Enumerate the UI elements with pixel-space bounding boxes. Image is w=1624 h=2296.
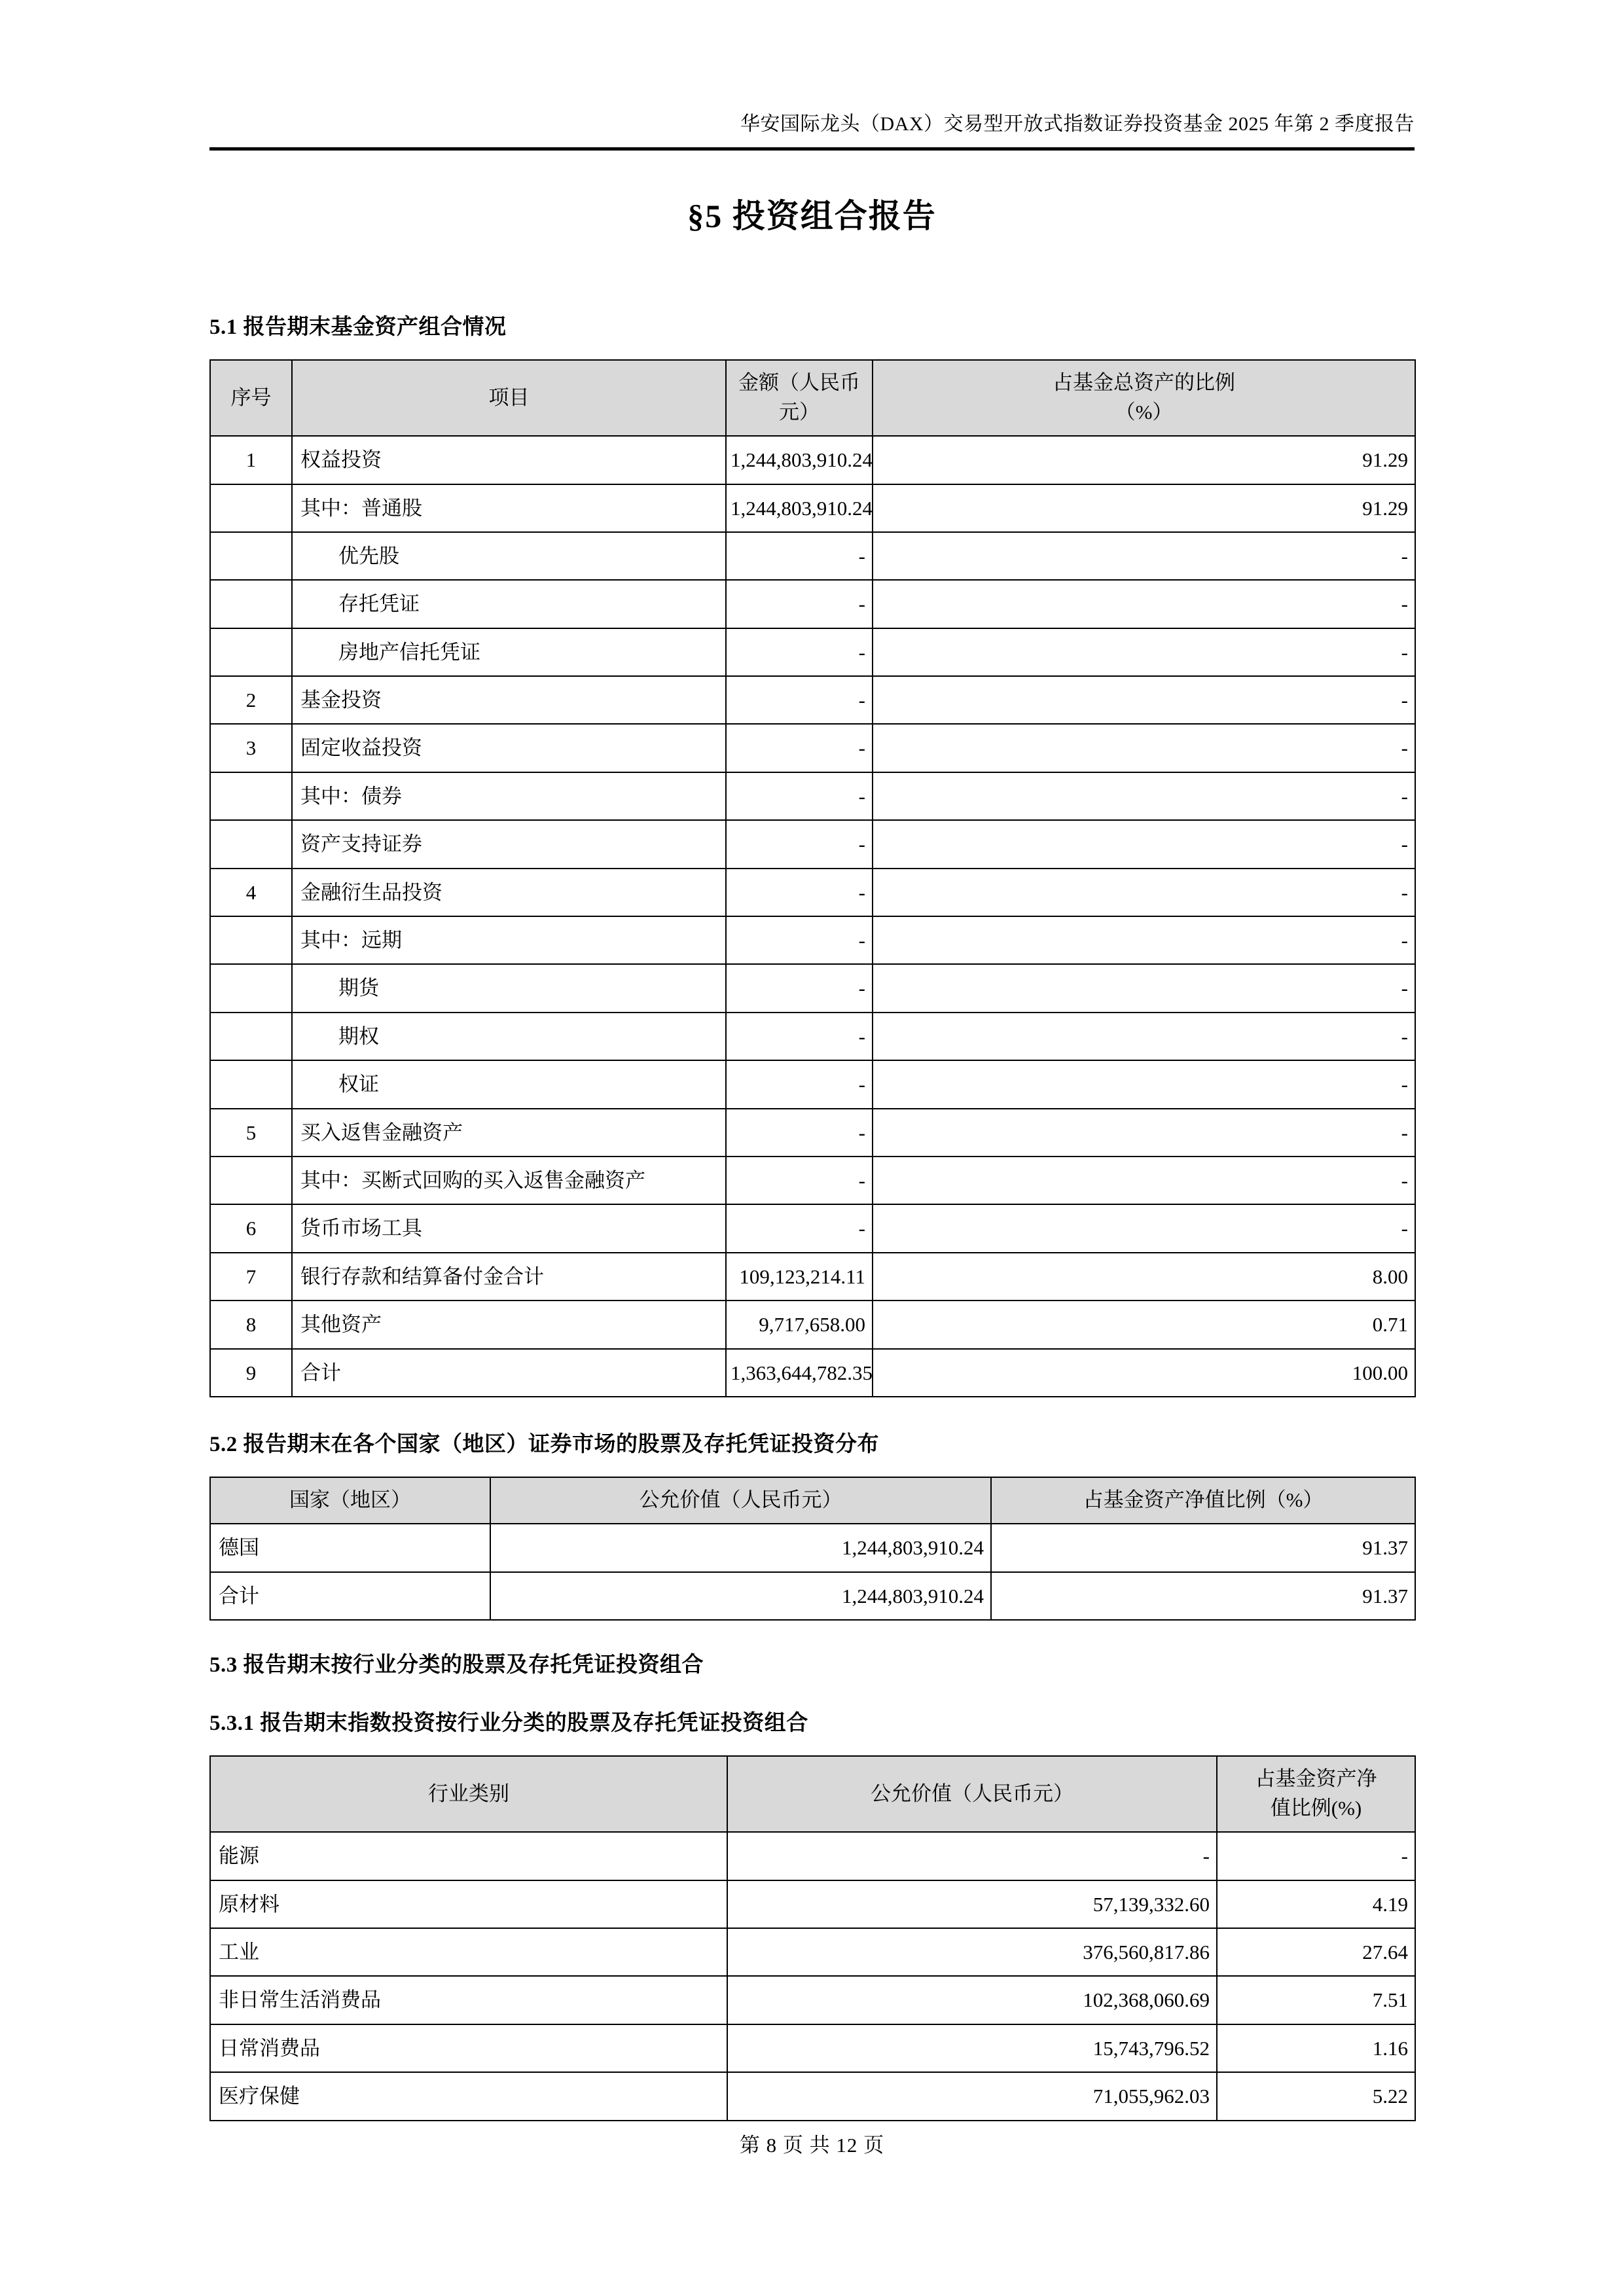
- cell-ratio: -: [873, 1204, 1415, 1252]
- table-row: [210, 484, 1415, 532]
- cell-ratio: 1.16: [1217, 2024, 1415, 2072]
- cell-ratio: 27.64: [1217, 1928, 1415, 1976]
- cell-amount: -: [726, 869, 873, 916]
- cell-ratio: 0.71: [873, 1300, 1415, 1348]
- cell-no: [210, 1157, 292, 1204]
- table-row: [210, 1832, 1415, 1880]
- page-footer: 第 8 页 共 12 页: [739, 2134, 885, 2157]
- cell-no: [210, 1060, 292, 1108]
- cell-item: 买入返售金融资产: [292, 1109, 726, 1157]
- table-row: [210, 1157, 1415, 1204]
- col-header-industry: 行业类别: [210, 1756, 727, 1832]
- cell-no: 8: [210, 1300, 292, 1348]
- cell-amount: -: [726, 1013, 873, 1060]
- table-row: [210, 869, 1415, 916]
- cell-ratio: 100.00: [873, 1349, 1415, 1397]
- cell-ratio: -: [873, 532, 1415, 580]
- cell-amount: -: [726, 1204, 873, 1252]
- cell-amount: -: [726, 724, 873, 772]
- cell-item: 房地产信托凭证: [292, 628, 726, 676]
- cell-amount: 109,123,214.11: [726, 1253, 873, 1300]
- cell-amount: -: [726, 532, 873, 580]
- table-row: [210, 1976, 1415, 2024]
- table-row: [210, 2072, 1415, 2120]
- cell-ratio: 7.51: [1217, 1976, 1415, 2024]
- table-row: [210, 1524, 1415, 1571]
- cell-country: 德国: [210, 1524, 490, 1571]
- cell-no: [210, 580, 292, 628]
- table-row: [210, 1880, 1415, 1928]
- col-header-no: 序号: [210, 360, 292, 436]
- cell-no: 7: [210, 1253, 292, 1300]
- cell-ratio: -: [873, 916, 1415, 964]
- cell-no: 2: [210, 676, 292, 724]
- cell-item: 基金投资: [292, 676, 726, 724]
- cell-amount: 1,363,644,782.35: [726, 1349, 873, 1397]
- cell-fair-value: 57,139,332.60: [727, 1880, 1217, 1928]
- table-row: [210, 1109, 1415, 1157]
- cell-ratio: 4.19: [1217, 1880, 1415, 1928]
- cell-no: [210, 964, 292, 1012]
- col-header-ratio-line2: （%）: [1115, 401, 1173, 424]
- cell-item: 其他资产: [292, 1300, 726, 1348]
- col-header-amount: 金额（人民币元）: [726, 360, 873, 436]
- table-row: [210, 1253, 1415, 1300]
- cell-ratio: 91.29: [873, 484, 1415, 532]
- cell-no: 3: [210, 724, 292, 772]
- table-row: [210, 1349, 1415, 1397]
- cell-amount: -: [726, 676, 873, 724]
- table-row: [210, 1204, 1415, 1252]
- cell-amount: -: [726, 1060, 873, 1108]
- table-row: [210, 532, 1415, 580]
- cell-amount: -: [726, 628, 873, 676]
- cell-industry: 工业: [210, 1928, 727, 1976]
- cell-no: 1: [210, 436, 292, 484]
- cell-no: [210, 628, 292, 676]
- table-header-row: [210, 1477, 1415, 1524]
- cell-item: 其中：买断式回购的买入返售金融资产: [292, 1157, 726, 1204]
- cell-ratio: 8.00: [873, 1253, 1415, 1300]
- section-heading-5-1: 5.1 报告期末基金资产组合情况: [209, 315, 507, 339]
- cell-ratio: -: [873, 580, 1415, 628]
- cell-ratio: -: [873, 820, 1415, 868]
- table-row: [210, 1928, 1415, 1976]
- table-country-distribution: [209, 1477, 1416, 1621]
- cell-no: 9: [210, 1349, 292, 1397]
- cell-industry: 医疗保健: [210, 2072, 727, 2120]
- cell-industry: 原材料: [210, 1880, 727, 1928]
- cell-industry: 非日常生活消费品: [210, 1976, 727, 2024]
- cell-ratio: -: [873, 1109, 1415, 1157]
- col-header-ratio: [873, 360, 1415, 436]
- cell-item: 存托凭证: [292, 580, 726, 628]
- table-row: [210, 676, 1415, 724]
- col-header-ratio-line1: 占基金总资产的比例: [1053, 371, 1235, 395]
- cell-ratio: -: [873, 628, 1415, 676]
- cell-amount: -: [726, 820, 873, 868]
- table-fund-asset-portfolio: [209, 359, 1416, 1397]
- cell-fair-value: 376,560,817.86: [727, 1928, 1217, 1976]
- cell-item: 优先股: [292, 532, 726, 580]
- cell-ratio: -: [1217, 1832, 1415, 1880]
- cell-item: 期货: [292, 964, 726, 1012]
- running-header: 华安国际龙头（DAX）交易型开放式指数证券投资基金 2025 年第 2 季度报告: [740, 113, 1415, 135]
- table-row: [210, 628, 1415, 676]
- col-header-ratio: [1217, 1756, 1415, 1832]
- col-header-ratio-line1: 占基金资产净: [1255, 1767, 1377, 1791]
- col-header-ratio: 占基金资产净值比例（%）: [991, 1477, 1415, 1524]
- table-header-row: [210, 360, 1415, 436]
- cell-no: [210, 532, 292, 580]
- cell-item: 资产支持证券: [292, 820, 726, 868]
- cell-ratio: 91.37: [991, 1572, 1415, 1620]
- cell-item: 其中：债券: [292, 772, 726, 820]
- cell-fair-value: -: [727, 1832, 1217, 1880]
- cell-ratio: -: [873, 964, 1415, 1012]
- col-header-fair-value: 公允价值（人民币元）: [490, 1477, 991, 1524]
- header-divider: [209, 147, 1415, 151]
- cell-amount: 1,244,803,910.24: [726, 436, 873, 484]
- section-heading-5-3: 5.3 报告期末按行业分类的股票及存托凭证投资组合: [209, 1653, 704, 1677]
- col-header-fair-value: 公允价值（人民币元）: [727, 1756, 1217, 1832]
- cell-fair-value: 71,055,962.03: [727, 2072, 1217, 2120]
- cell-ratio: -: [873, 1013, 1415, 1060]
- cell-item: 其中：普通股: [292, 484, 726, 532]
- col-header-item: 项目: [292, 360, 726, 436]
- cell-no: [210, 772, 292, 820]
- cell-ratio: -: [873, 724, 1415, 772]
- cell-item: 权益投资: [292, 436, 726, 484]
- cell-item: 权证: [292, 1060, 726, 1108]
- cell-item: 银行存款和结算备付金合计: [292, 1253, 726, 1300]
- cell-amount: -: [726, 1157, 873, 1204]
- table-row: [210, 724, 1415, 772]
- cell-amount: -: [726, 580, 873, 628]
- table-row: [210, 1013, 1415, 1060]
- cell-amount: 9,717,658.00: [726, 1300, 873, 1348]
- table-row: [210, 580, 1415, 628]
- cell-ratio: -: [873, 1157, 1415, 1204]
- cell-amount: -: [726, 964, 873, 1012]
- page-title: §5 投资组合报告: [687, 198, 937, 234]
- table-row: [210, 1300, 1415, 1348]
- document-content: [209, 314, 1415, 2121]
- cell-no: 6: [210, 1204, 292, 1252]
- table-row: [210, 772, 1415, 820]
- cell-ratio: 91.29: [873, 436, 1415, 484]
- cell-ratio: -: [873, 676, 1415, 724]
- cell-fair-value: 1,244,803,910.24: [490, 1524, 991, 1571]
- cell-amount: 1,244,803,910.24: [726, 484, 873, 532]
- cell-item: 货币市场工具: [292, 1204, 726, 1252]
- cell-country: 合计: [210, 1572, 490, 1620]
- cell-no: 4: [210, 869, 292, 916]
- col-header-country: 国家（地区）: [210, 1477, 490, 1524]
- cell-ratio: -: [873, 1060, 1415, 1108]
- section-heading-5-2: 5.2 报告期末在各个国家（地区）证券市场的股票及存托凭证投资分布: [209, 1432, 879, 1456]
- cell-ratio: 91.37: [991, 1524, 1415, 1571]
- cell-no: [210, 1013, 292, 1060]
- cell-no: [210, 916, 292, 964]
- cell-fair-value: 1,244,803,910.24: [490, 1572, 991, 1620]
- table-row: [210, 1060, 1415, 1108]
- cell-industry: 日常消费品: [210, 2024, 727, 2072]
- cell-amount: -: [726, 1109, 873, 1157]
- cell-industry: 能源: [210, 1832, 727, 1880]
- cell-item: 金融衍生品投资: [292, 869, 726, 916]
- cell-fair-value: 102,368,060.69: [727, 1976, 1217, 2024]
- cell-ratio: -: [873, 869, 1415, 916]
- section-heading-5-3-1: 5.3.1 报告期末指数投资按行业分类的股票及存托凭证投资组合: [209, 1712, 808, 1736]
- table-row: [210, 1572, 1415, 1620]
- table-header-row: [210, 1756, 1415, 1832]
- table-industry-portfolio: [209, 1755, 1416, 2121]
- cell-amount: -: [726, 772, 873, 820]
- cell-no: [210, 484, 292, 532]
- col-header-ratio-line2: 值比例(%): [1270, 1797, 1362, 1820]
- table-row: [210, 964, 1415, 1012]
- cell-fair-value: 15,743,796.52: [727, 2024, 1217, 2072]
- cell-no: 5: [210, 1109, 292, 1157]
- cell-ratio: -: [873, 772, 1415, 820]
- table-row: [210, 820, 1415, 868]
- cell-item: 其中：远期: [292, 916, 726, 964]
- cell-item: 合计: [292, 1349, 726, 1397]
- table-row: [210, 436, 1415, 484]
- cell-item: 固定收益投资: [292, 724, 726, 772]
- cell-amount: -: [726, 916, 873, 964]
- cell-ratio: 5.22: [1217, 2072, 1415, 2120]
- table-row: [210, 916, 1415, 964]
- cell-item: 期权: [292, 1013, 726, 1060]
- cell-no: [210, 820, 292, 868]
- table-row: [210, 2024, 1415, 2072]
